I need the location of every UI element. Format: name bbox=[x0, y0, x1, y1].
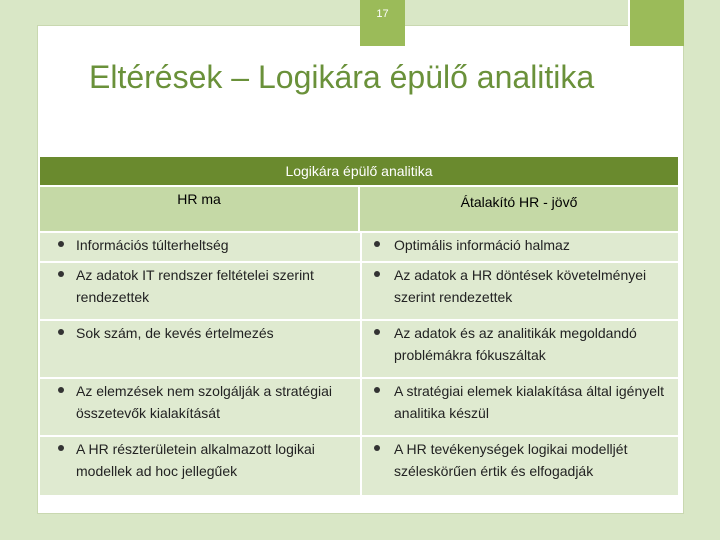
bullet-icon bbox=[58, 271, 64, 277]
table-cell-right bbox=[360, 263, 678, 319]
cell-text: A stratégiai elemek kialakítása által igényelt analitika készül bbox=[394, 383, 665, 421]
slide-title: Eltérések – Logikára épülő analitika bbox=[89, 59, 595, 95]
table-cell-left bbox=[40, 233, 358, 261]
table-cell-right bbox=[360, 379, 678, 435]
table-caption: Logikára épülő analitika bbox=[40, 157, 678, 185]
table-cell-right bbox=[360, 321, 678, 377]
cell-text: A HR tevékenységek logikai modelljét széleskörűen értik és elfogadják bbox=[394, 441, 628, 479]
table-row bbox=[40, 319, 678, 377]
table-cell-left bbox=[40, 437, 358, 495]
bullet-icon bbox=[374, 241, 380, 247]
column-header-right: Átalakító HR - jövő bbox=[360, 187, 678, 231]
bullet-icon bbox=[374, 329, 380, 335]
bullet-icon bbox=[58, 445, 64, 451]
bullet-icon bbox=[374, 445, 380, 451]
bullet-icon bbox=[374, 387, 380, 393]
table-cell-left bbox=[40, 379, 358, 435]
table-cell-left bbox=[40, 321, 358, 377]
page-number-box bbox=[360, 0, 405, 46]
column-header-left: HR ma bbox=[40, 187, 358, 231]
cell-text: Információs túlterheltség bbox=[76, 237, 229, 253]
cell-text: Az elemzések nem szolgálják a stratégiai összetevők kialakítását bbox=[76, 383, 333, 421]
bullet-icon bbox=[58, 387, 64, 393]
cell-text: Az adatok IT rendszer feltételei szerint rendezettek bbox=[76, 267, 314, 305]
table-cell-right bbox=[360, 437, 678, 495]
table-cell-right bbox=[360, 233, 678, 261]
table-row bbox=[40, 435, 678, 495]
table-cell-left bbox=[40, 263, 358, 319]
bullet-icon bbox=[374, 271, 380, 277]
table-row bbox=[40, 377, 678, 435]
page-number: 17 bbox=[376, 8, 389, 20]
bullet-icon bbox=[58, 241, 64, 247]
cell-text: Az adatok és az analitikák megoldandó problémákra fókuszáltak bbox=[394, 325, 637, 363]
bullet-icon bbox=[58, 329, 64, 335]
cell-text: Optimális információ halmaz bbox=[394, 237, 570, 253]
cell-text: Az adatok a HR döntések követelményei szerint rendezettek bbox=[394, 267, 647, 305]
cell-text: A HR részterületein alkalmazott logikai modellek ad hoc jellegűek bbox=[76, 441, 315, 479]
corner-decoration bbox=[628, 0, 684, 46]
cell-text: Sok szám, de kevés értelmezés bbox=[76, 325, 274, 341]
table-row bbox=[40, 231, 678, 261]
table-row bbox=[40, 261, 678, 319]
